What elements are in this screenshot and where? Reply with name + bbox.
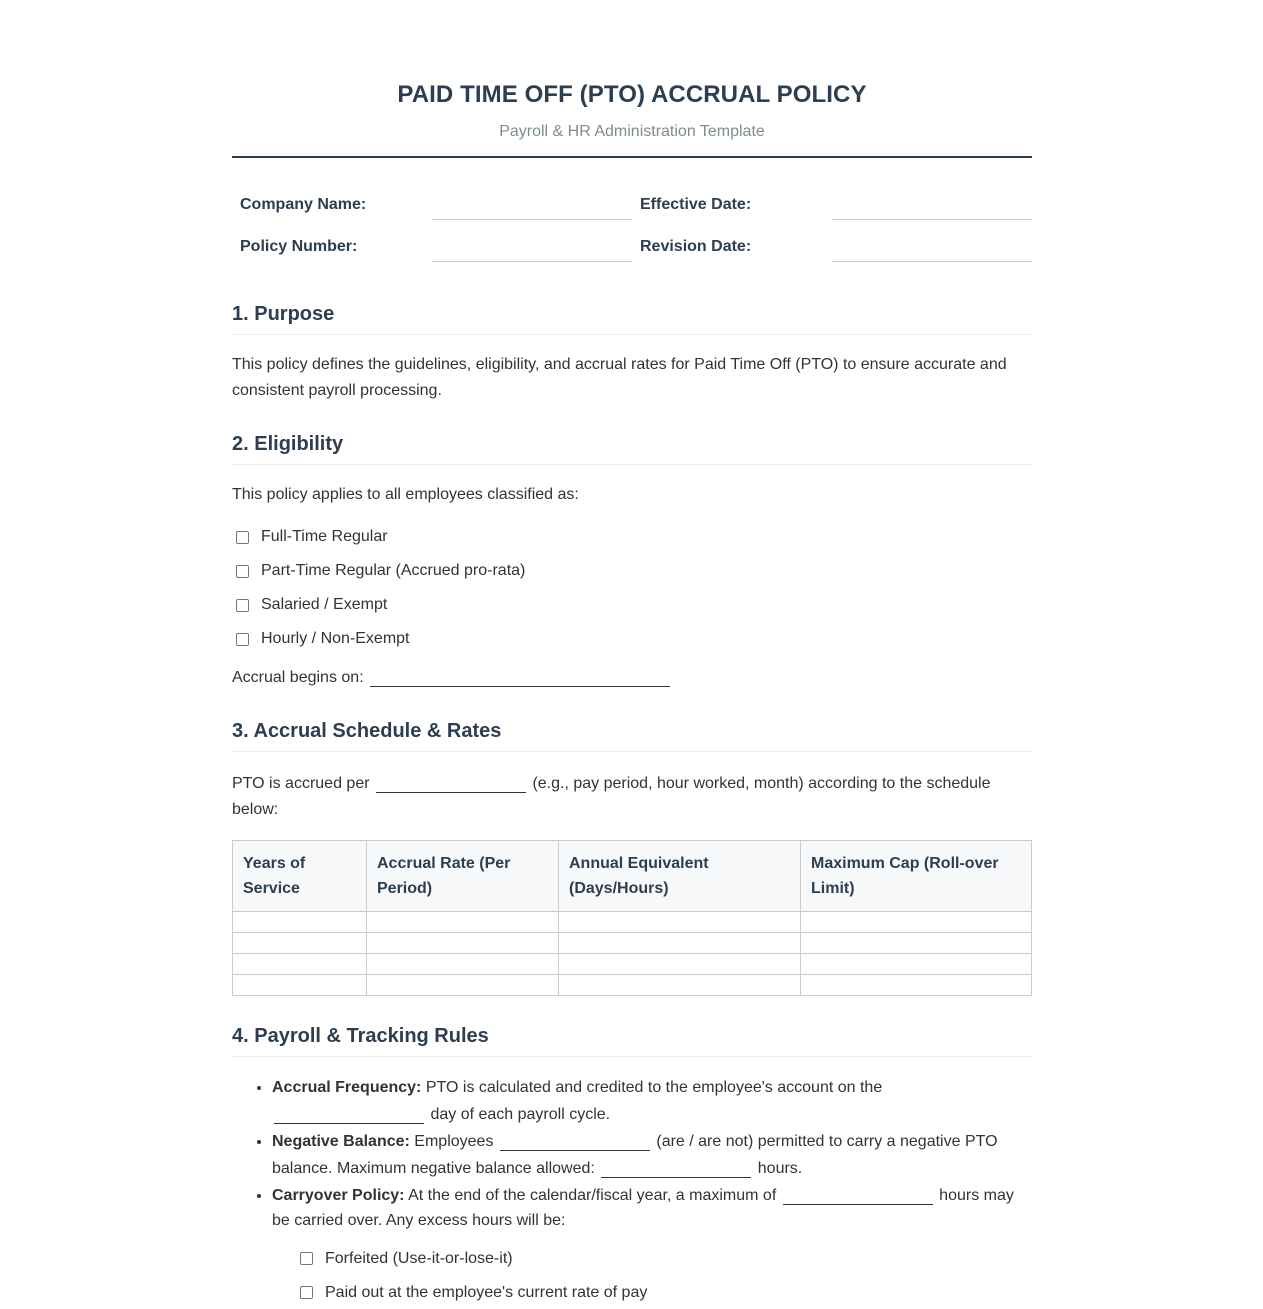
carryover-before: At the end of the calendar/fiscal year, a maximum of [408,1187,777,1204]
policy-number-field[interactable] [432,220,632,262]
table-cell[interactable] [233,933,367,954]
accrual-frequency-after: day of each payroll cycle. [430,1106,611,1123]
carryover-after: hours may be carried over. Any excess hours will be: [272,1187,1014,1229]
accrual-begins-field[interactable] [370,668,670,687]
table-cell[interactable] [559,954,801,975]
table-cell[interactable] [233,912,367,933]
accrual-day-field[interactable] [274,1105,424,1124]
hourly-label: Hourly / Non-Exempt [261,630,410,647]
negative-balance-max-field[interactable] [601,1159,751,1178]
salaried-label: Salaried / Exempt [261,596,388,613]
forfeited-label: Forfeited (Use-it-or-lose-it) [325,1249,513,1267]
table-cell[interactable] [367,933,559,954]
accrual-frequency-text: PTO is calculated and credited to the employee's account on the [425,1079,883,1096]
revision-date-label: Revision Date: [640,238,752,255]
document-subtitle: Payroll & HR Administration Template [499,123,765,140]
accrual-unit-field[interactable] [376,774,526,793]
table-cell[interactable] [233,954,367,975]
col-annual-equivalent: Annual Equivalent (Days/Hours) [559,841,801,912]
full-time-label: Full-Time Regular [261,528,388,545]
carryover-option-forfeited[interactable] [296,1241,1032,1275]
eligibility-option-salaried[interactable] [232,588,1032,622]
accrual-begins-label: Accrual begins on: [232,669,364,686]
policy-document [232,0,1032,1309]
eligibility-section [232,432,1032,691]
negative-balance-middle: (are / are not) permitted to carry a negative PTO balance. Maximum negative balance allowed: [272,1133,998,1177]
table-cell[interactable] [233,975,367,996]
document-title: PAID TIME OFF (PTO) ACCRUAL POLICY [397,81,867,108]
paid-out-label: Paid out at the employee's current rate of pay [325,1283,648,1301]
accrual-begins-line [232,663,1032,691]
negative-balance-after: hours. [757,1160,803,1177]
eligibility-option-part-time[interactable] [232,554,1032,588]
accrual-frequency-label: Accrual Frequency: [272,1079,422,1096]
col-years-of-service: Years of Service [233,841,367,912]
table-cell[interactable] [367,975,559,996]
carryover-label: Carryover Policy: [272,1187,405,1204]
eligibility-option-hourly[interactable] [232,622,1032,656]
purpose-text: This policy defines the guidelines, eligibility, and accrual rates for Paid Time Off (PTO) to ensure accurate and consistent payroll processing. [232,356,1007,399]
company-name-field[interactable] [432,178,632,220]
purpose-section [232,302,1032,404]
eligibility-option-full-time[interactable] [232,520,1032,554]
full-time-checkbox[interactable] [236,531,249,544]
hourly-checkbox[interactable] [236,633,249,646]
accrual-schedule-table [232,840,1032,996]
header-divider [232,156,1032,158]
eligibility-intro: This policy applies to all employees classified as: [232,486,579,503]
effective-date-field[interactable] [832,178,1032,220]
col-maximum-cap: Maximum Cap (Roll-over Limit) [801,841,1032,912]
part-time-checkbox[interactable] [236,565,249,578]
schedule-intro-before: PTO is accrued per [232,775,370,792]
company-name-label: Company Name: [240,196,367,213]
table-cell[interactable] [559,975,801,996]
negative-balance-label: Negative Balance: [272,1133,410,1150]
table-row [233,912,1032,933]
rules-section [232,1024,1032,1309]
table-cell[interactable] [801,933,1032,954]
col-accrual-rate: Accrual Rate (Per Period) [367,841,559,912]
part-time-label: Part-Time Regular (Accrued pro-rata) [261,562,526,579]
table-row [233,954,1032,975]
effective-date-label: Effective Date: [640,196,752,213]
table-header-row [233,841,1032,912]
eligibility-options [232,520,1032,656]
policy-meta-fields [232,186,1032,270]
rules-heading: 4. Payroll & Tracking Rules [232,1024,1032,1057]
eligibility-heading: 2. Eligibility [232,432,1032,465]
rule-negative-balance [272,1127,1032,1181]
table-cell[interactable] [559,933,801,954]
carryover-option-paid-out[interactable] [296,1275,1032,1309]
schedule-intro [232,769,1032,823]
schedule-section [232,719,1032,996]
table-row [233,975,1032,996]
table-row [233,933,1032,954]
carryover-max-field[interactable] [783,1186,933,1205]
table-cell[interactable] [559,912,801,933]
carryover-options [296,1241,1032,1309]
table-cell[interactable] [801,954,1032,975]
purpose-heading: 1. Purpose [232,302,1032,335]
rule-carryover [272,1181,1032,1309]
table-cell[interactable] [801,912,1032,933]
negative-balance-before: Employees [414,1133,494,1150]
table-cell[interactable] [367,912,559,933]
schedule-intro-after: (e.g., pay period, hour worked, month) according to the schedule below: [232,775,991,818]
table-cell[interactable] [367,954,559,975]
policy-number-label: Policy Number: [240,238,358,255]
paid-out-checkbox[interactable] [300,1286,313,1299]
schedule-heading: 3. Accrual Schedule & Rates [232,719,1032,752]
negative-balance-permission-field[interactable] [500,1132,650,1151]
revision-date-field[interactable] [832,220,1032,262]
rule-accrual-frequency [272,1075,892,1127]
table-cell[interactable] [801,975,1032,996]
salaried-checkbox[interactable] [236,599,249,612]
forfeited-checkbox[interactable] [300,1252,313,1265]
rules-list [232,1075,1032,1309]
